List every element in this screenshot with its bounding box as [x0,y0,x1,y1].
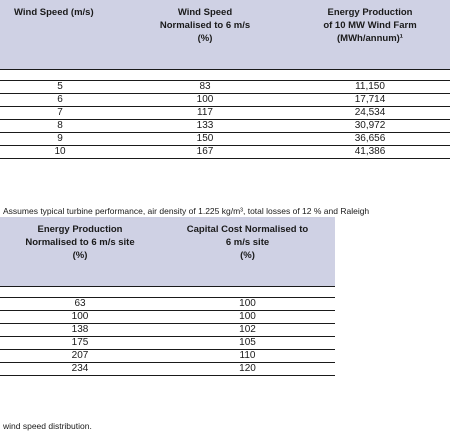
table-row [0,363,335,376]
header-energy-normalised: Energy Production Normalised to 6 m/s site (%) [0,217,160,287]
cell-wind-speed: 5 [0,81,120,94]
energy-cost-table [0,217,335,376]
cell-capital-cost: 105 [160,337,335,350]
cell-normalised: 150 [120,133,290,146]
header-capital-cost: Capital Cost Normalised to 6 m/s site (%) [160,217,335,287]
header-energy-production: Energy Production of 10 MW Wind Farm (MWh/annum)¹ [290,0,450,70]
cell-energy-normalised: 63 [0,298,160,311]
header-wind-speed-normalised: Wind Speed Normalised to 6 m/s (%) [120,0,290,70]
cell-energy-normalised: 100 [0,311,160,324]
table-row [0,81,450,94]
cell-energy: 41,386 [290,146,450,159]
cell-normalised: 117 [120,107,290,120]
cell-capital-cost: 120 [160,363,335,376]
footnote-assumptions: Assumes typical turbine performance, air density of 1.225 kg/m³, total losses of 12 % and Raleigh [3,206,370,216]
table-row [0,324,335,337]
cell-wind-speed: 6 [0,94,120,107]
cell-energy-normalised: 175 [0,337,160,350]
header-wind-speed: Wind Speed (m/s) [0,0,120,70]
cell-wind-speed: 9 [0,133,120,146]
table-row [0,133,450,146]
table-row [0,337,335,350]
table-row [0,120,450,133]
cell-capital-cost: 100 [160,298,335,311]
table-header-row [0,217,335,287]
cell-capital-cost: 100 [160,311,335,324]
cell-normalised: 83 [120,81,290,94]
cell-normalised: 133 [120,120,290,133]
table-row [0,94,450,107]
cell-energy: 24,534 [290,107,450,120]
table-row [0,146,450,159]
cell-energy: 11,150 [290,81,450,94]
footnote-distribution: wind speed distribution. [3,421,92,431]
cell-energy-normalised: 138 [0,324,160,337]
cell-energy: 17,714 [290,94,450,107]
cell-capital-cost: 102 [160,324,335,337]
cell-wind-speed: 8 [0,120,120,133]
table-header-row [0,0,450,70]
table-spacer-row [0,70,450,81]
cell-wind-speed: 7 [0,107,120,120]
cell-wind-speed: 10 [0,146,120,159]
table-row [0,311,335,324]
table-spacer-row [0,287,335,298]
table-row [0,298,335,311]
cell-energy-normalised: 234 [0,363,160,376]
table-row [0,350,335,363]
cell-capital-cost: 110 [160,350,335,363]
cell-energy-normalised: 207 [0,350,160,363]
cell-normalised: 100 [120,94,290,107]
wind-speed-table [0,0,450,159]
cell-normalised: 167 [120,146,290,159]
cell-energy: 36,656 [290,133,450,146]
table-row [0,107,450,120]
cell-energy: 30,972 [290,120,450,133]
